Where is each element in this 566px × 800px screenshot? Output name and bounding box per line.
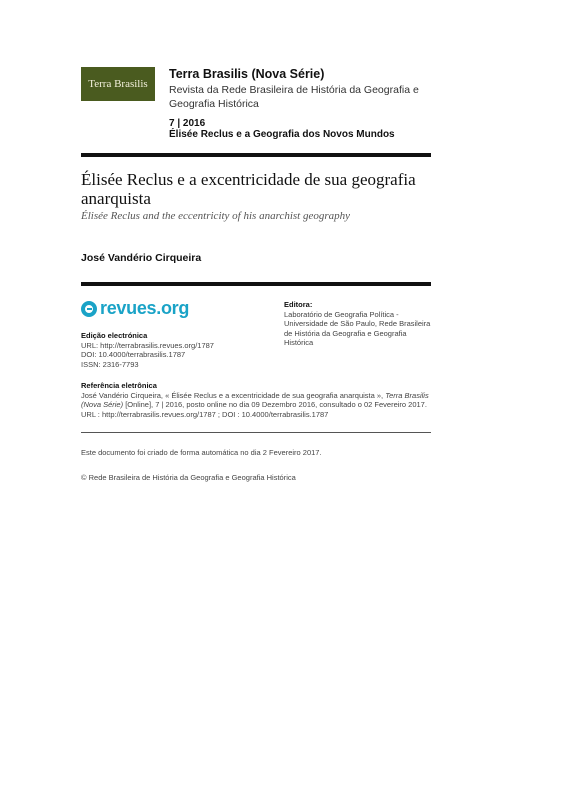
generated-note: Este documento foi criado de forma automática no dia 2 Fevereiro 2017. xyxy=(81,448,322,457)
editora-block xyxy=(284,300,434,348)
journal-logo-text: Terra Brasilis xyxy=(88,78,148,90)
edition-issn: ISSN: 2316-7793 xyxy=(81,359,139,369)
reference-part1: José Vandério Cirqueira, « Élisée Reclus e a excentricidade de sua geografia anarquista », xyxy=(81,390,386,400)
edition-label: Edição electrónica xyxy=(81,331,148,340)
revues-brand: revues.org xyxy=(100,298,190,318)
reference-part2: [Online], 7 | 2016, posto online no dia 09 Dezembro 2016, consultado o 02 Fevereiro 2017. URL : http://terrabrasilis.revues.org/1787 ; DOI : 10.4000/terrabrasilis.1787 xyxy=(81,400,427,419)
reference-journal: Terra Brasilis (Nova Série) xyxy=(81,390,429,409)
revues-mark-icon xyxy=(81,301,97,317)
bottom-divider xyxy=(81,432,431,433)
editora-text: Laboratório de Geografia Política - Universidade de São Paulo, Rede Brasileira de História da Geografia e Geografia Histórica xyxy=(284,309,431,347)
journal-logo xyxy=(81,67,155,101)
issue-info xyxy=(169,118,395,140)
mid-divider xyxy=(81,282,431,286)
article-title: Élisée Reclus e a excentricidade de sua geografia anarquista xyxy=(81,170,416,208)
reference-text xyxy=(81,391,431,420)
top-divider xyxy=(81,153,431,157)
issue-number: 7 | 2016 xyxy=(169,118,206,129)
journal-subtitle: Revista da Rede Brasileira de História da Geografia e Geografia Histórica xyxy=(169,84,419,110)
journal-title: Terra Brasilis (Nova Série) xyxy=(169,67,325,81)
reference-block xyxy=(81,381,431,419)
editora-label: Editora: xyxy=(284,300,313,309)
edition-url[interactable]: URL: http://terrabrasilis.revues.org/1787 xyxy=(81,340,214,350)
article-subtitle: Élisée Reclus and the eccentricity of his anarchist geography xyxy=(81,210,351,222)
edition-block xyxy=(81,331,271,369)
issue-title: Élisée Reclus e a Geografia dos Novos Mundos xyxy=(169,129,395,140)
article-author: José Vandério Cirqueira xyxy=(81,252,202,264)
copyright-note: © Rede Brasileira de História da Geografia e Geografia Histórica xyxy=(81,473,296,482)
revues-logo[interactable] xyxy=(81,298,189,319)
edition-doi[interactable]: DOI: 10.4000/terrabrasilis.1787 xyxy=(81,350,186,359)
reference-label: Referência eletrônica xyxy=(81,381,157,390)
